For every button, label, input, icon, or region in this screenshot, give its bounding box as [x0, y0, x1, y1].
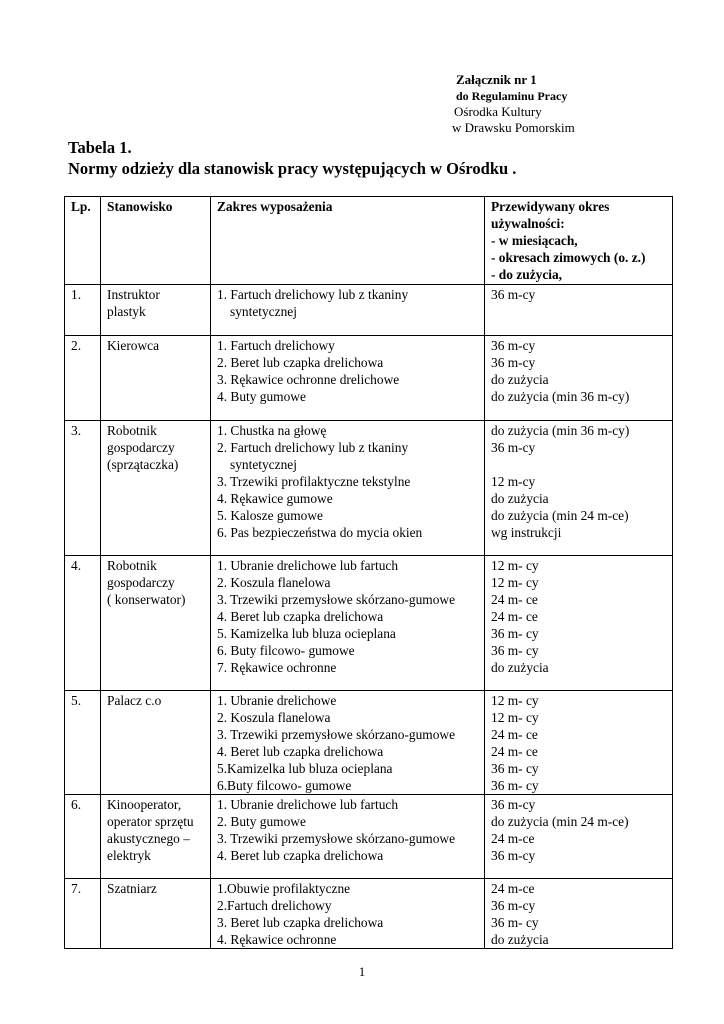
position-line: operator sprzętu: [107, 814, 194, 829]
period-value: do zużycia (min 24 m-ce): [491, 508, 629, 523]
position-line: Kinooperator,: [107, 797, 182, 812]
position-line: ( konserwator): [107, 592, 186, 607]
table-row: [65, 336, 673, 421]
period-value: 12 m- cy: [491, 575, 539, 590]
equipment-item: 6. Pas bezpieczeństwa do mycia okien: [217, 525, 423, 540]
position-line: (sprzątaczka): [107, 457, 179, 472]
period-value: do zużycia (min 36 m-cy): [491, 423, 630, 438]
position-line: Robotnik: [107, 558, 157, 573]
table-row: [65, 556, 673, 691]
row-position: [101, 556, 211, 691]
period-value: 36 m- cy: [491, 626, 539, 641]
equipment-item: 3. Rękawice ochronne drelichowe: [217, 372, 400, 387]
period-value: 36 m-cy: [491, 287, 536, 302]
table-row: [65, 795, 673, 879]
equipment-item: 4. Rękawice gumowe: [217, 491, 333, 506]
attachment-regulation: do Regulaminu Pracy: [456, 89, 568, 103]
row-lp: 7.: [65, 879, 101, 949]
row-period: [485, 879, 673, 949]
equipment-item: 3. Beret lub czapka drelichowa: [217, 915, 384, 930]
equipment-item: 2. Buty gumowe: [217, 814, 306, 829]
row-equipment: [211, 336, 485, 421]
row-equipment: [211, 879, 485, 949]
row-period: [485, 795, 673, 879]
equipment-item: 2. Beret lub czapka drelichowa: [217, 355, 384, 370]
equipment-item: 6. Buty filcowo- gumowe: [217, 643, 355, 658]
row-lp: 1.: [65, 285, 101, 336]
clothing-norms-table: [64, 196, 673, 949]
equipment-item: 1. Ubranie drelichowe lub fartuch: [217, 558, 399, 573]
row-equipment: [211, 421, 485, 556]
header-period-line: - do zużycia,: [491, 267, 563, 282]
equipment-item: 2. Koszula flanelowa: [217, 710, 331, 725]
row-period: [485, 556, 673, 691]
position-line: elektryk: [107, 848, 151, 863]
period-value: 36 m-cy: [491, 797, 536, 812]
period-value: 36 m-cy: [491, 898, 536, 913]
row-lp: 2.: [65, 336, 101, 421]
equipment-item: 1. Chustka na głowę: [217, 423, 327, 438]
period-value: 24 m- ce: [491, 592, 538, 607]
equipment-item: 5. Kamizelka lub bluza ocieplana: [217, 626, 396, 641]
row-position: [101, 795, 211, 879]
position-line: Palacz c.o: [107, 693, 162, 708]
equipment-item: 1. Ubranie drelichowe lub fartuch: [217, 797, 399, 812]
period-value: 24 m- ce: [491, 744, 538, 759]
equipment-item: syntetycznej: [230, 304, 297, 319]
row-equipment: [211, 556, 485, 691]
row-position: [101, 285, 211, 336]
equipment-item: 1.Obuwie profilaktyczne: [217, 881, 351, 896]
equipment-item: 5. Kalosze gumowe: [217, 508, 323, 523]
row-period: [485, 336, 673, 421]
table-row: [65, 879, 673, 949]
header-equipment: Zakres wyposażenia: [211, 197, 485, 285]
position-line: gospodarczy: [107, 575, 175, 590]
attachment-location: w Drawsku Pomorskim: [452, 120, 575, 135]
table-caption: Normy odzieży dla stanowisk pracy występujących w Ośrodku .: [68, 159, 517, 178]
period-value: 24 m-ce: [491, 881, 535, 896]
period-value: 12 m- cy: [491, 558, 539, 573]
row-position: [101, 336, 211, 421]
position-line: akustycznego –: [107, 831, 190, 846]
equipment-item: 1. Fartuch drelichowy lub z tkaniny: [217, 287, 409, 302]
row-lp: 3.: [65, 421, 101, 556]
equipment-item: 4. Rękawice ochronne: [217, 932, 337, 947]
row-period: [485, 285, 673, 336]
period-value: wg instrukcji: [491, 525, 562, 540]
equipment-item: 3. Trzewiki profilaktyczne tekstylne: [217, 474, 411, 489]
header-period-line: używalności:: [491, 216, 565, 231]
equipment-item: 2.Fartuch drelichowy: [217, 898, 332, 913]
header-lp: Lp.: [65, 197, 101, 285]
row-equipment: [211, 795, 485, 879]
equipment-item: 4. Buty gumowe: [217, 389, 306, 404]
period-value: 12 m- cy: [491, 693, 539, 708]
period-value: 36 m- cy: [491, 778, 539, 793]
period-value: 12 m- cy: [491, 710, 539, 725]
period-value: 24 m-ce: [491, 831, 535, 846]
equipment-item: 6.Buty filcowo- gumowe: [217, 778, 352, 793]
table-number: Tabela 1.: [68, 138, 132, 157]
attachment-number: Załącznik nr 1: [456, 72, 537, 87]
attachment-header: [452, 72, 575, 136]
period-value: do zużycia: [491, 660, 549, 675]
row-position: [101, 879, 211, 949]
equipment-item: 4. Beret lub czapka drelichowa: [217, 744, 384, 759]
row-lp: 4.: [65, 556, 101, 691]
period-value: do zużycia: [491, 372, 549, 387]
equipment-item: 2. Fartuch drelichowy lub z tkaniny: [217, 440, 409, 455]
period-value: 36 m- cy: [491, 915, 539, 930]
position-line: gospodarczy: [107, 440, 175, 455]
row-period: [485, 691, 673, 795]
period-value: 24 m- ce: [491, 727, 538, 742]
period-value: 36 m-cy: [491, 338, 536, 353]
page-number: 1: [358, 964, 366, 979]
position-line: Instruktor: [107, 287, 160, 302]
row-position: [101, 421, 211, 556]
equipment-item: 7. Rękawice ochronne: [217, 660, 337, 675]
period-value: [491, 456, 667, 473]
period-value: do zużycia (min 36 m-cy): [491, 389, 630, 404]
table-row: [65, 691, 673, 795]
equipment-item: 4. Beret lub czapka drelichowa: [217, 609, 384, 624]
period-value: 36 m- cy: [491, 643, 539, 658]
equipment-item: 3. Trzewiki przemysłowe skórzano-gumowe: [217, 831, 456, 846]
position-line: Szatniarz: [107, 881, 157, 896]
period-value: do zużycia: [491, 932, 549, 947]
equipment-item: 2. Koszula flanelowa: [217, 575, 331, 590]
table-row: [65, 421, 673, 556]
equipment-item: 3. Trzewiki przemysłowe skórzano-gumowe: [217, 727, 456, 742]
period-value: 36 m-cy: [491, 848, 536, 863]
row-position: [101, 691, 211, 795]
row-period: [485, 421, 673, 556]
period-value: do zużycia (min 24 m-ce): [491, 814, 629, 829]
row-lp: 5.: [65, 691, 101, 795]
document-title: [68, 137, 516, 179]
period-value: 36 m- cy: [491, 761, 539, 776]
table-row: [65, 285, 673, 336]
position-line: plastyk: [107, 304, 146, 319]
period-value: 12 m-cy: [491, 474, 536, 489]
equipment-item: 3. Trzewiki przemysłowe skórzano-gumowe: [217, 592, 456, 607]
row-equipment: [211, 691, 485, 795]
row-lp: 6.: [65, 795, 101, 879]
period-value: do zużycia: [491, 491, 549, 506]
table-header-row: [65, 197, 673, 285]
header-period-line: Przewidywany okres: [491, 199, 610, 214]
header-position: Stanowisko: [101, 197, 211, 285]
period-value: 36 m-cy: [491, 440, 536, 455]
period-value: 24 m- ce: [491, 609, 538, 624]
period-value: 36 m-cy: [491, 355, 536, 370]
header-period-line: - w miesiącach,: [491, 233, 578, 248]
position-line: Kierowca: [107, 338, 160, 353]
equipment-item: 4. Beret lub czapka drelichowa: [217, 848, 384, 863]
position-line: Robotnik: [107, 423, 157, 438]
equipment-item: 1. Fartuch drelichowy: [217, 338, 335, 353]
equipment-item: 1. Ubranie drelichowe: [217, 693, 337, 708]
row-equipment: [211, 285, 485, 336]
equipment-item: 5.Kamizelka lub bluza ocieplana: [217, 761, 393, 776]
attachment-institution: Ośrodka Kultury: [454, 104, 542, 119]
header-period-line: - okresach zimowych (o. z.): [491, 250, 646, 265]
equipment-item: syntetycznej: [230, 457, 297, 472]
header-period: [485, 197, 673, 285]
